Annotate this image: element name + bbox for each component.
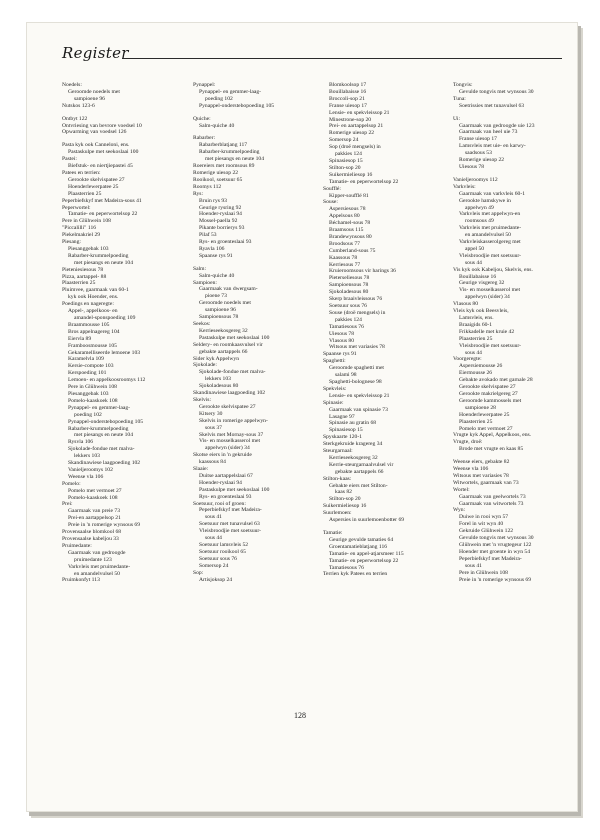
index-entry: Witwortels, gaarmaak van 73 — [453, 479, 519, 486]
index-entry: Provensaalse blomkool 68 — [62, 529, 122, 536]
index-entry: Tamatiesous 76 — [329, 323, 364, 330]
index-entry: Wortel: — [453, 486, 470, 493]
index-entry: Eiervla 89 — [68, 335, 92, 342]
index-entry: Prei- en aartappelsop 21 — [329, 123, 384, 130]
index-entry: Geroomde kammossels met — [459, 397, 522, 404]
index-entry: en amandelvulsel 50 — [465, 232, 511, 239]
index-entry: Lensie- en spekvleissop 21 — [329, 392, 390, 399]
index-entry: Skandinawiese laagpoeding 102 — [68, 460, 141, 467]
index-entry: Tamatie: — [323, 530, 343, 536]
index-entry: Suikermieliesop 16 — [323, 503, 367, 510]
index-entry: Pere in Glühwein 108 — [68, 384, 117, 391]
index-entry: Pastaskulpe met seekoslaai 100 — [199, 334, 270, 341]
index-entry: Kersie-compote 103 — [68, 363, 114, 370]
index-entry: Vanieljeroomys 112 — [453, 176, 498, 183]
index-column-1 — [62, 82, 180, 584]
index-entry: Ontbyt 122 — [62, 115, 88, 122]
index-entry: Vrugte kyk Appel, Appelkoos, ens. — [453, 432, 532, 439]
index-entry: Spaanse rys 91 — [323, 351, 357, 358]
index-entry: Hoender-ryslaai 94 — [199, 479, 242, 486]
index-entry: Seldery- en roomkaasvulsel vir — [193, 341, 263, 348]
index-entry: Cumberland-sous 75 — [329, 247, 376, 254]
index-entry: Skerp braaivleissous 76 — [329, 296, 383, 303]
index-entry: Rabarber-krummelpoeding — [68, 252, 129, 259]
index-entry: poeding 102 — [74, 411, 102, 418]
index-entry: Seekos: — [193, 321, 211, 327]
index-entry: Salm: — [193, 265, 207, 272]
index-entry: Gekruide Glühwein 122 — [459, 528, 514, 535]
index-entry: Soetsuur sous 76 — [199, 555, 237, 562]
index-entry: sous 41 — [465, 562, 482, 569]
index-entry: Geurige gevulde tamaties 64 — [329, 536, 394, 543]
index-entry: Eiermousse 26 — [459, 370, 493, 377]
index-entry: Tamatiesous 76 — [329, 564, 364, 571]
index-entry: Opwarming van voedsel 126 — [62, 129, 127, 136]
index-entry: Pere in Glühwein 108 — [459, 569, 508, 576]
index-entry: Plaasterrien 25 — [459, 335, 493, 342]
index-entry: Vleisbroodjie met soetsuur- — [459, 342, 522, 349]
index-entry: Sop (droë mengsels) in — [329, 144, 381, 151]
index-entry: Vleisbroodjie met soetsuur- — [199, 528, 262, 535]
index-entry: Soufflé: — [323, 185, 341, 192]
index-entry: Sjokolade: — [193, 362, 217, 369]
index-entry: Lamsvleis, ens. — [459, 315, 494, 321]
index-entry: Bouillabaisse 16 — [329, 88, 367, 95]
index-entry: Rys- en groenteslaai 93 — [199, 239, 252, 246]
index-entry: kyk ook Hoender, ens. — [68, 294, 119, 301]
index-entry: Skelvis in romerige appelwyn- — [199, 417, 268, 424]
index-entry: Aspersiemousse 26 — [459, 363, 503, 370]
index-entry: Vis- en mosselkasserol met — [199, 438, 261, 445]
index-entry: Tamatie- en peperwortelsop 22 — [68, 211, 138, 218]
index-entry: Prei-en aartappelsop 21 — [68, 515, 121, 522]
index-entry: Pilaf 53 — [199, 232, 217, 239]
index-entry: Sjokolade-fondue met malva- — [199, 369, 266, 376]
index-entry: Rys- en groenteslaai 93 — [199, 493, 252, 500]
index-entry: Kerriesous 77 — [329, 261, 361, 268]
index-entry: Appel-, appelkoos- en — [68, 308, 118, 315]
index-entry: Wyn: — [453, 507, 466, 514]
index-entry: Spyskaarte 120-1 — [323, 434, 362, 441]
index-entry: Minestrone-sop 20 — [329, 116, 372, 123]
index-entry: Weense vla 106 — [68, 473, 104, 480]
index-entry: Pynappel-onderstebopoeding 105 — [199, 102, 275, 109]
index-entry: saadsous 53 — [465, 150, 492, 157]
index-entry: Karamelvla 109 — [68, 356, 104, 363]
index-entry: Suurlemoen: — [323, 510, 352, 517]
index-entry: Rysvla 106 — [68, 439, 94, 446]
index-entry: Gebakte avokado met garnale 28 — [459, 377, 533, 384]
index-entry: Salm-quiche 40 — [199, 122, 235, 129]
index-entry: Pomelo met vermoet 27 — [68, 487, 122, 494]
index-entry: Gevulde tongvis met wynsous 30 — [459, 535, 534, 542]
index-entry: Vlasous 80 — [329, 337, 355, 344]
index-entry: Braaigids 60-1 — [459, 321, 493, 328]
index-entry: Skelvis met Mornay-sous 37 — [199, 431, 264, 438]
index-entry: Pynappel- en gemmer-laag- — [199, 88, 262, 95]
index-entry: lekkers 103 — [74, 453, 100, 460]
index-entry: Tamatie- en peperwortelsop 22 — [329, 557, 399, 564]
index-entry: Stilton-kaas: — [323, 475, 352, 482]
index-entry: gebakte aartappels 66 — [199, 348, 248, 355]
index-entry: "Piccalilli" 116 — [62, 225, 97, 232]
index-entry: Roomys 112 — [193, 183, 222, 190]
index-entry: Geroomde spaghetti met — [329, 365, 384, 372]
index-entry: Noedels: — [62, 82, 82, 88]
index-entry: amandel-sponspoeding 109 — [74, 315, 136, 321]
index-entry: Braamsous 115 — [329, 227, 364, 234]
index-entry: Gaarmaak van witwortels 73 — [459, 500, 524, 507]
index-entry: Pieteniesiesous 78 — [62, 266, 104, 273]
index-entry: Skelvis: — [193, 396, 212, 403]
index-entry: Pynappel-onderstebopoeding 105 — [68, 418, 144, 425]
index-entry: Sjokoladesous 80 — [199, 383, 239, 390]
index-entry: Poedings en nageregte: — [62, 301, 114, 308]
index-entry: pakkies 124 — [335, 151, 362, 158]
index-entry: Lasagne 97 — [329, 413, 355, 420]
index-entry: Nutskos 123-6 — [62, 102, 95, 109]
index-entry: Pynappel- en gemmer-laag- — [68, 404, 131, 411]
index-entry: Forel in wit wyn 40 — [459, 521, 504, 528]
index-entry: Tamatie- en appel-atjarsmeer 115 — [329, 550, 404, 557]
index-entry: Sop: — [193, 569, 204, 576]
index-entry: Romerige uiesop 22 — [459, 157, 505, 164]
index-entry: Varkvleis met appelwyn-en — [459, 211, 521, 218]
index-entry: Rooikool, soetsuur 65 — [193, 176, 243, 183]
index-entry: Peperwortel: — [62, 204, 91, 211]
index-entry: en amandelvulsel 50 — [74, 570, 120, 577]
index-entry: Piesang: — [62, 239, 81, 246]
register-header — [62, 44, 562, 74]
index-entry: met piesangs en neute 104 — [74, 432, 134, 439]
index-entry: Souse: — [323, 199, 338, 206]
index-entry: Vrugte, droë: — [453, 439, 483, 446]
index-entry: Vanieljeroomys 102 — [68, 466, 113, 473]
index-entry: sous 44 — [205, 535, 222, 542]
index-entry: Brode met vrugte en kaas 85 — [459, 446, 524, 453]
index-entry: Hoender-ryslaai 94 — [199, 211, 242, 218]
index-entry: Plaasterrien 25 — [62, 280, 96, 287]
index-entry: Glühwein met 'n vrugtegeur 122 — [459, 542, 532, 548]
index-entry: Terrien kyk Patees en terrien — [323, 571, 388, 578]
index-entry: Salm-quiche 40 — [199, 272, 235, 279]
index-entry: Suikermieliesop 16 — [329, 171, 373, 178]
index-entry: Kerrieseekosgereg 32 — [329, 454, 378, 461]
index-entry: Vleisbroodjie met soetsuur- — [459, 252, 522, 259]
index-entry: Gaarmaak van geelwortels 73 — [459, 493, 526, 500]
index-entry: Groentamatieblatjang 116 — [329, 543, 388, 550]
index-entry: Pieterseliesous 78 — [329, 275, 370, 282]
index-entry: Gerookte skelvispatee 27 — [68, 176, 125, 183]
index-entry: Blomkoolsop 17 — [329, 82, 367, 88]
index-entry: Rys: — [193, 190, 204, 197]
index-entry: appelwyn (sider) 34 — [205, 445, 250, 452]
index-entry: Pruimkonfyt 113 — [62, 577, 100, 584]
index-entry: Roereiers met roomsous 89 — [193, 163, 255, 170]
index-entry: Soetsuur, rooi of groen: — [193, 500, 246, 507]
index-entry: Provensaalse kabeljou 33 — [62, 536, 119, 542]
index-column-2 — [193, 82, 311, 583]
index-entry: Soetsuur sous 76 — [329, 303, 367, 309]
index-entry: Varkvleiskasserolgereg met — [459, 239, 521, 246]
index-entry: Pizza, aartappel- 88 — [62, 273, 107, 280]
index-entry: Aspersiesous 78 — [329, 206, 366, 213]
index-entry: Kitsery 30 — [199, 410, 223, 417]
index-entry: Lamsvleis met uie- en karwy- — [459, 143, 526, 150]
index-entry: Spaghetti: — [323, 358, 346, 365]
index-entry: Braammousse 105 — [68, 321, 110, 328]
index-entry: Piesanggebak 103 — [68, 245, 109, 252]
index-entry: Gebakte eiers met Stilton- — [329, 482, 388, 489]
index-entry: Spaanse rys 91 — [199, 252, 233, 259]
index-entry: Frikkadelle met kruie 42 — [459, 328, 515, 335]
index-entry: kaassous 84 — [199, 459, 226, 466]
index-entry: sous 44 — [465, 259, 482, 266]
index-entry: Pomelo-kaaskoek 108 — [68, 494, 118, 501]
index-entry: Vlasous 80 — [453, 301, 479, 308]
index-entry: pruimedante 123 — [74, 556, 112, 563]
index-entry: roomsous 49 — [465, 218, 494, 225]
index-entry: Uiesous 78 — [329, 330, 355, 337]
index-entry: Ui: — [453, 115, 461, 122]
index-entry: Gaarmaak van preie 73 — [68, 508, 121, 515]
index-entry: pioene 73 — [205, 293, 227, 300]
index-entry: Varkvleis met pruimedante- — [459, 225, 522, 232]
index-entry: Soetsuur met tunavulsel 63 — [199, 521, 260, 528]
index-entry: Gaarmaak van dwergsam- — [199, 286, 258, 293]
index-entry: Tamatie- en peperwortelsop 22 — [329, 178, 399, 185]
index-entry: Preie in 'n romerige wynsous 69 — [68, 522, 141, 529]
index-entry: Spaghetti-bolognese 98 — [329, 378, 382, 385]
index-entry: Sjokolade-fondue met malva- — [68, 446, 135, 453]
index-entry: Sampioensous 78 — [329, 282, 369, 289]
index-entry: Lemoen- en appelkoosroomys 112 — [68, 377, 146, 384]
index-entry: Kipper-soufflé 81 — [329, 192, 369, 199]
index-entry: Soetrissies met tunavulsel 63 — [459, 102, 525, 109]
index-entry: Framboosmousse 105 — [68, 342, 117, 349]
index-entry: Pastei: — [62, 156, 77, 163]
index-entry: Franse uiesop 17 — [329, 102, 367, 109]
index-entry: Soetsuur lamsvleis 52 — [199, 542, 249, 548]
index-entry: Vis- en mosselkasserol met — [459, 287, 521, 294]
index-entry: Broccoli-sop 21 — [329, 95, 365, 102]
index-entry: Rabarber-krummelpoeding — [199, 149, 260, 156]
page-title: Register — [62, 44, 129, 62]
index-entry: Plaasterrien 25 — [68, 190, 102, 197]
index-entry: Voorgeregte: — [453, 356, 482, 363]
index-entry: Steurgarnaal: — [323, 448, 353, 455]
index-entry: Franse uiesop 17 — [459, 136, 497, 143]
index-entry: Brandewynsous 80 — [329, 233, 372, 240]
index-entry: Spekvleis: — [323, 385, 347, 392]
index-entry: lekkers 103 — [205, 376, 231, 383]
index-entry: Quiche: — [193, 115, 211, 122]
index-entry: Pastaskulpe met seekoslaai 100 — [199, 486, 270, 493]
index-entry: Pluimvee, gaarmaak van 60-1 — [62, 287, 129, 294]
index-entry: sampioene 96 — [205, 307, 236, 314]
index-entry: Varkvleis: — [453, 183, 476, 190]
index-entry: appelwyn (sider) 34 — [465, 294, 510, 301]
index-entry: Gaarmaak van varkvleis 60-1 — [459, 190, 526, 197]
header-rule — [122, 58, 562, 59]
index-entry: Pomelo: — [62, 480, 81, 487]
index-entry: Spinasie au gratin 68 — [329, 420, 377, 427]
index-entry: Spinasie: — [323, 399, 344, 406]
index-entry: Geurige visgereg 32 — [459, 280, 505, 287]
index-entry: Kerrieseekosgereg 32 — [199, 327, 248, 334]
index-entry: Duiwe in rooi wyn 57 — [459, 514, 509, 521]
index-entry: Plaasterrien 25 — [459, 418, 493, 425]
index-entry: Gaarmaak van gedroogde uie 123 — [459, 122, 535, 129]
index-entry: Ryavla 106 — [199, 245, 225, 252]
index-entry: Peperbiefskyf met Madeira-sous 41 — [62, 197, 142, 204]
index-entry: Souse (droë mengsels) in — [329, 309, 386, 316]
index-entry: Stilton-sop 20 — [329, 164, 361, 171]
index-entry: Bouillabaisse 16 — [459, 273, 497, 280]
index-entry: Pastaskulpe met seekoslaai 100 — [68, 149, 139, 156]
index-entry: Skotse eiers in 'n gekruide — [193, 452, 252, 459]
index-entry: Kaassous 78 — [329, 254, 358, 261]
index-entry: Romerige uiesop 22 — [193, 169, 239, 176]
index-entry: Gevulde tongvis met wynsous 30 — [459, 88, 534, 95]
index-entry: Sampioen: — [193, 279, 217, 286]
index-entry: Vis kyk ook Kabeljou, Skelvis, ens. — [453, 266, 533, 273]
index-entry: Hoenderlewerpatee 25 — [68, 183, 119, 190]
index-entry: Sider kyk Appelwyn — [193, 355, 239, 362]
index-entry: gebakte aartappels 66 — [335, 468, 384, 475]
index-entry: Geurige rysring 92 — [199, 204, 242, 211]
index-entry: Gerookte hamskywe in — [459, 197, 511, 204]
index-entry: Witsous met variasies 78 — [329, 344, 385, 351]
index-entry: Gerookte skelvispatee 27 — [459, 384, 516, 391]
index-entry: pakkies 124 — [335, 316, 362, 323]
index-entry: Stilton-sop 20 — [329, 496, 361, 503]
index-entry: met piesangs en neute 104 — [205, 156, 265, 163]
index-entry: Weense eiers, gebakte 82 — [453, 459, 510, 466]
index-entry: Vleis kyk ook Beesvleis, — [453, 308, 509, 315]
index-entry: Sjokoladesous 80 — [329, 289, 369, 296]
index-entry: Ontvriesing van bevrore voedsel 10 — [62, 122, 142, 129]
index-entry: Geroomde noedels met — [68, 88, 120, 95]
index-entry: Appelsous 80 — [329, 213, 360, 220]
index-entry: Patees en terrien: — [62, 169, 101, 176]
index-entry: Skandinawiese laagpoeding 102 — [193, 390, 266, 397]
index-entry: Bros appelnagereg 104 — [68, 328, 120, 335]
index-entry: Pomelo met vermoet 27 — [459, 425, 513, 432]
index-entry: sampioene 96 — [74, 95, 105, 102]
index-entry: met piesangs en neute 104 — [74, 259, 134, 266]
index-entry: Gerookte makrielgereg 27 — [459, 390, 518, 397]
index-entry: appelwyn 49 — [465, 204, 494, 211]
index-entry: Hoender met groente in wyn 54 — [459, 548, 530, 555]
index-entry: Pynappel: — [193, 82, 216, 88]
index-entry: Rabarber: — [193, 135, 216, 142]
index-entry: Bruin rys 93 — [199, 197, 227, 204]
index-entry: Gaarmaak van gedroogde — [68, 549, 126, 556]
index-entry: Pasta kyk ook Canneloni, ens. — [62, 142, 130, 149]
index-entry: poeding 102 — [205, 95, 233, 102]
index-entry: sampioene 28 — [465, 404, 496, 411]
index-entry: Sampioensous 78 — [199, 314, 239, 321]
index-column-4 — [453, 82, 571, 583]
index-entry: Somersop 24 — [199, 562, 229, 569]
index-entry: Varkvleis met pruimedante- — [68, 563, 131, 570]
index-entry: Spinasiesop 15 — [329, 157, 363, 164]
index-entry: Piekelmakriel 29 — [62, 232, 101, 239]
index-entry: Mossel-paella 92 — [199, 218, 238, 225]
index-entry: Aspersies in suurlemoenbotter 69 — [329, 517, 405, 524]
index-entry: Slaaie: — [193, 466, 209, 473]
index-entry: Broodsous 77 — [329, 240, 360, 247]
index-entry: Peperbiefskyf met Madeira- — [199, 507, 262, 514]
index-entry: sous 41 — [205, 514, 222, 521]
index-entry: Pomelo-kaaskoek 108 — [68, 397, 118, 404]
index-column-3 — [323, 82, 441, 578]
index-entry: Weense vla 106 — [453, 466, 489, 473]
index-entry: Gekaramelliseerde lemoene 103 — [68, 349, 141, 356]
index-entry: Tuna: — [453, 95, 466, 102]
index-entry: appel 50 — [465, 245, 485, 252]
index-entry: Soetsuur rooikool 65 — [199, 548, 246, 555]
index-entry: Kerrie-steurgarnaalvulsel vir — [329, 461, 394, 468]
index-entry: Pere in Glühwein 108 — [62, 218, 111, 225]
index-entry: Witsous met variasies 78 — [453, 472, 509, 479]
index-entry: Lensie- en spekvleissop 21 — [329, 109, 390, 116]
index-entry: Artisjoksop 24 — [199, 576, 233, 583]
index-entry: Hoenderlewerpatee 25 — [459, 411, 510, 418]
index-entry: Piesanggebak 103 — [68, 390, 109, 397]
index-entry: Gerookte skelvispatee 27 — [199, 403, 256, 410]
index-entry: Prei: — [62, 501, 73, 508]
index-entry: Uiesous 78 — [459, 163, 485, 170]
index-entry: Gaarmaak van heel uie 73 — [459, 129, 518, 136]
index-entry: Duitse aartappelslaai 67 — [199, 472, 253, 479]
index-entry: Kruieroomsous vir harings 36 — [329, 268, 396, 275]
index-entry: Peperbiefskyf met Madeira- — [459, 555, 522, 562]
index-entry: Rabarber-krummelpoeding — [68, 425, 129, 432]
index-entry: sous 44 — [465, 349, 482, 356]
index-entry: Somersop 24 — [329, 137, 359, 144]
index-entry: Tongvis: — [453, 82, 473, 88]
index-entry: kaas 82 — [335, 489, 352, 496]
index-entry: Béchamel-sous 78 — [329, 220, 371, 227]
index-entry: Pruimedante: — [62, 542, 92, 549]
index-entry: Gaarmaak van spinasie 73 — [329, 406, 388, 413]
index-entry: Rabarberblatjang 117 — [199, 142, 248, 149]
index-entry: salami 98 — [335, 372, 357, 379]
index-entry: Romerige uiesop 22 — [329, 130, 375, 137]
index-entry: Geroomde noedels met — [199, 300, 251, 307]
index-entry: Sterkgekruide kragereg 34 — [323, 441, 383, 448]
index-entry: Pikante borrierys 93 — [199, 225, 245, 232]
index-entry: Kerspoeding 101 — [68, 370, 107, 377]
index-entry: Spinasiesop 15 — [329, 427, 363, 434]
index-entry: sous 37 — [205, 424, 222, 431]
index-entry: Preie in 'n romerige wynsous 69 — [459, 576, 532, 583]
index-entry: Biefstuk- en niertjiepastei 45 — [68, 163, 133, 170]
page-number: 128 — [294, 711, 306, 720]
